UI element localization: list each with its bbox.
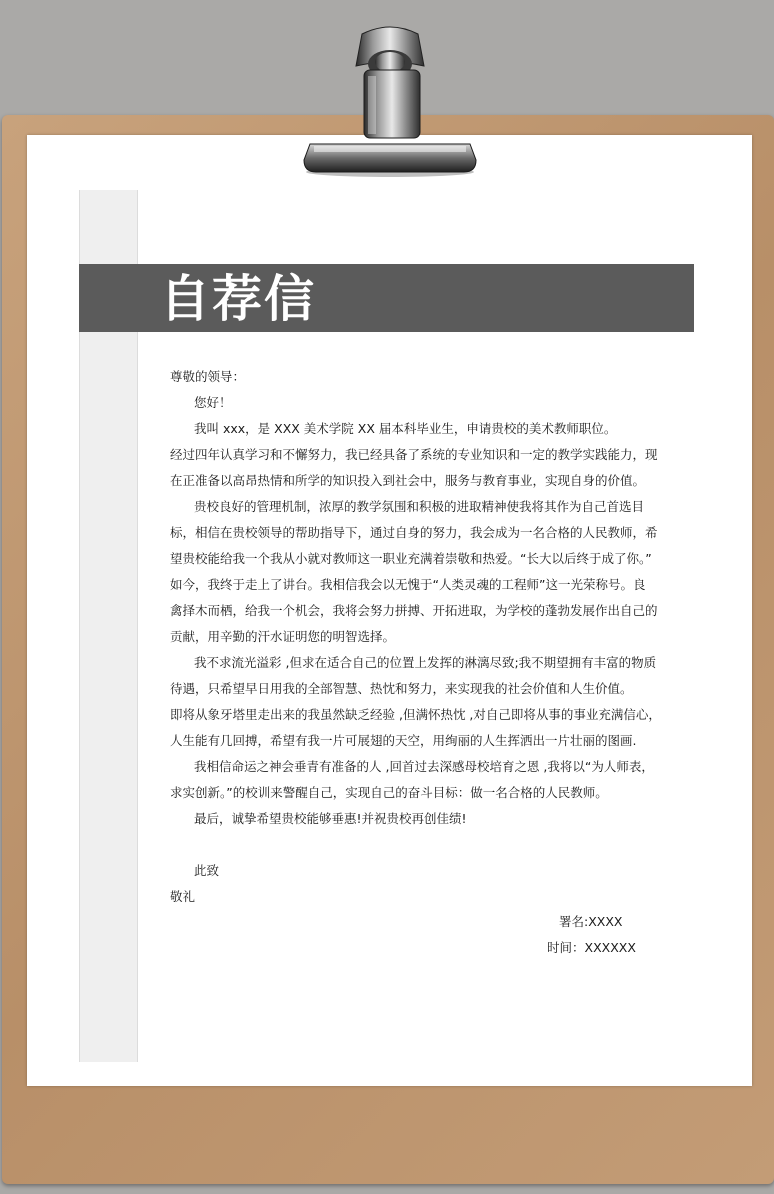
letter-line: 最后，诚挚希望贵校能够垂惠!并祝贵校再创佳绩! (194, 811, 467, 826)
letter-line: 待遇，只希望早日用我的全部智慧、热忱和努力，来实现我的社会价值和人生价值。 (170, 681, 633, 696)
closing-line-1: 此致 (194, 863, 220, 878)
letter-line: 我不求流光溢彩 ,但求在适合自己的位置上发挥的淋漓尽致;我不期望拥有丰富的物质 (194, 655, 657, 670)
letter-line: 人生能有几回搏，希望有我一片可展翅的天空，用绚丽的人生挥洒出一片壮丽的图画. (170, 733, 637, 748)
page-title: 自荐信 (160, 270, 316, 328)
letter-line: 在正准备以高昂热情和所学的知识投入到社会中，服务与教育事业，实现自身的价值。 (170, 473, 646, 488)
letter-line: 如今，我终于走上了讲台。我相信我会以无愧于“人类灵魂的工程师”这一光荣称号。良 (170, 577, 646, 592)
letter-lines (170, 416, 661, 832)
letter-line: 我叫 xxx，是 XXX 美术学院 XX 届本科毕业生，申请贵校的美术教师职位。 (194, 421, 617, 436)
binder-clip-icon (300, 26, 480, 178)
letter-line: 即将从象牙塔里走出来的我虽然缺乏经验 ,但满怀热忱 ,对自己即将从事的事业充满信心， (170, 707, 661, 722)
letter-line: 经过四年认真学习和不懈努力，我已经具备了系统的专业知识和一定的教学实践能力，现 (170, 447, 658, 462)
letter-line: 望贵校能给我一个我从小就对教师这一职业充满着崇敬和热爱。“长大以后终于成了你。” (170, 551, 652, 566)
greeting: 您好！ (194, 395, 232, 410)
letter-line: 贵校良好的管理机制，浓厚的教学氛围和积极的进取精神使我将其作为自己首选目 (194, 499, 645, 514)
salutation: 尊敬的领导： (170, 369, 246, 384)
closing-line-2: 敬礼 (170, 889, 196, 904)
letter-line: 标，相信在贵校领导的帮助指导下，通过自身的努力，我会成为一名合格的人民教师，希 (170, 525, 658, 540)
letter-line: 求实创新。”的校训来警醒自己，实现自己的奋斗目标：做一名合格的人民教师。 (170, 785, 608, 800)
letter-line: 禽择木而栖，给我一个机会，我将会努力拼搏、开拓进取，为学校的蓬勃发展作出自己的 (170, 603, 658, 618)
letter-line: 我相信命运之神会垂青有准备的人 ,回首过去深感母校培育之恩 ,我将以“为人师表， (194, 759, 654, 774)
date-line: 时间：XXXXXX (547, 940, 636, 955)
letter-line: 贡献，用辛勤的汗水证明您的明智选择。 (170, 629, 396, 644)
letter-body (170, 364, 661, 910)
signature: 署名:XXXX (559, 914, 623, 929)
